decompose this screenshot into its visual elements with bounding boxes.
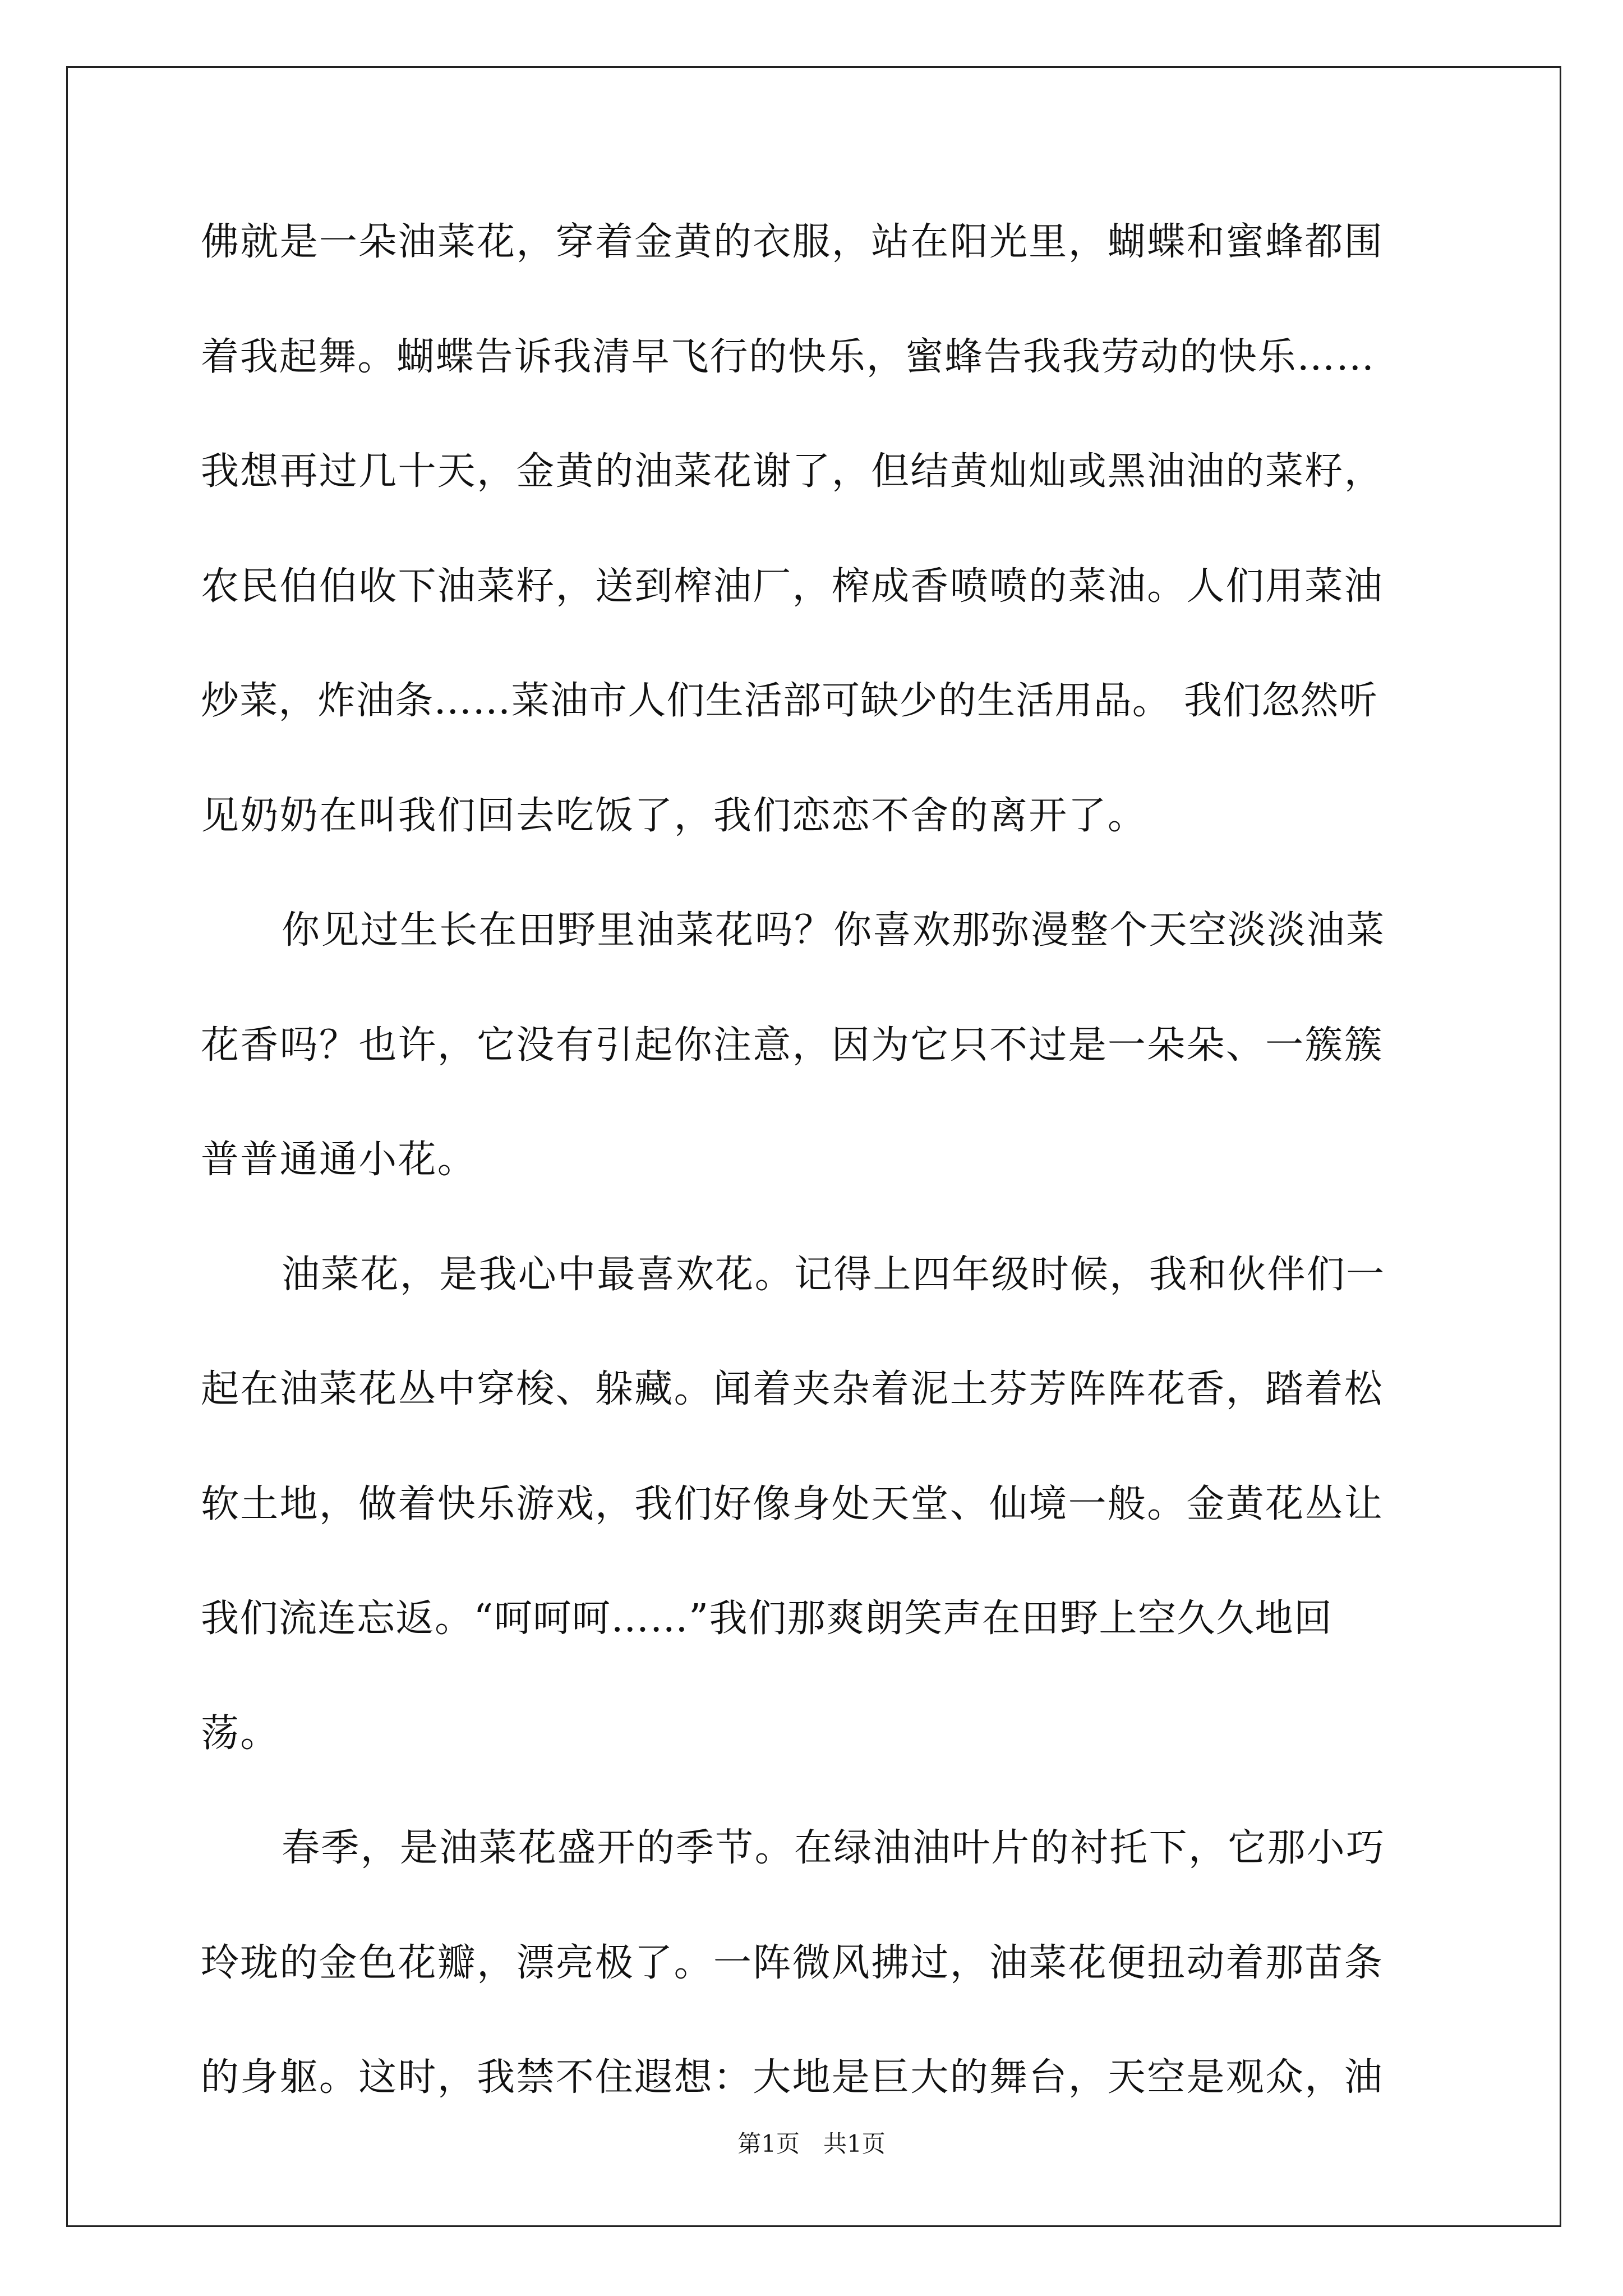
text-line-content: 着我起舞。蝴蝶告诉我清早飞行的快乐，蜜蜂告我我劳动的快乐…… — [201, 337, 1376, 379]
text-line-content: 油菜花，是我心中最喜欢花。记得上四年级时候，我和伙伴们一 — [282, 1254, 1386, 1297]
text-line — [201, 1140, 1427, 1255]
text-line — [201, 337, 1427, 452]
text-line — [201, 681, 1427, 796]
text-line — [201, 1025, 1427, 1140]
text-line — [201, 452, 1427, 567]
text-line-content: 炒菜，炸油条……菜油市人们生活部可缺少的生活用品。 我们忽然听 — [201, 681, 1378, 723]
text-line — [201, 1943, 1427, 2058]
text-line-content: 起在油菜花丛中穿梭、躲藏。闻着夹杂着泥土芬芳阵阵花香，踏着松 — [201, 1369, 1384, 1411]
page-number-footer: 第1页 共1页 — [737, 2130, 886, 2157]
text-line-content: 的身躯。这时，我禁不住遐想：大地是巨大的舞台，天空是观众，油 — [201, 2058, 1384, 2100]
text-line-content: 佛就是一朵油菜花，穿着金黄的衣服，站在阳光里，蝴蝶和蜜蜂都围 — [201, 222, 1384, 264]
text-line-content: 我们流连忘返。“呵呵呵……”我们那爽朗笑声在田野上空久久地回 — [201, 1599, 1333, 1641]
text-line-content: 我想再过几十天，金黄的油菜花谢了，但结黄灿灿或黑油油的菜籽， — [201, 452, 1384, 494]
text-line-content: 普普通通小花。 — [201, 1140, 477, 1182]
document-body — [201, 222, 1427, 2173]
text-line-content: 你见过生长在田野里油菜花吗？你喜欢那弥漫整个天空淡淡油菜 — [282, 910, 1386, 953]
text-line-content: 见奶奶在叫我们回去吃饭了，我们恋恋不舍的离开了。 — [201, 795, 1147, 838]
text-line — [201, 796, 1427, 911]
text-line — [201, 1255, 1427, 1370]
text-line — [201, 1369, 1427, 1484]
text-line-content: 春季，是油菜花盛开的季节。在绿油油叶片的衬托下，它那小巧 — [282, 1828, 1386, 1870]
text-line-content: 玲珑的金色花瓣，漂亮极了。一阵微风拂过，油菜花便扭动着那苗条 — [201, 1943, 1384, 1985]
text-line-content: 荡。 — [201, 1713, 280, 1756]
text-line — [201, 1828, 1427, 1943]
text-line — [201, 567, 1427, 682]
text-line — [201, 910, 1427, 1025]
text-line-content: 农民伯伯收下油菜籽，送到榨油厂，榨成香喷喷的菜油。人们用菜油 — [201, 566, 1384, 609]
text-line-content: 软土地，做着快乐游戏，我们好像身处天堂、仙境一般。金黄花丛让 — [201, 1484, 1384, 1526]
text-line — [201, 1484, 1427, 1599]
text-line — [201, 222, 1427, 337]
text-line-content: 花香吗？也许，它没有引起你注意，因为它只不过是一朵朵、一簇簇 — [201, 1025, 1384, 1068]
text-line — [201, 1599, 1427, 1714]
text-line — [201, 1714, 1427, 1829]
